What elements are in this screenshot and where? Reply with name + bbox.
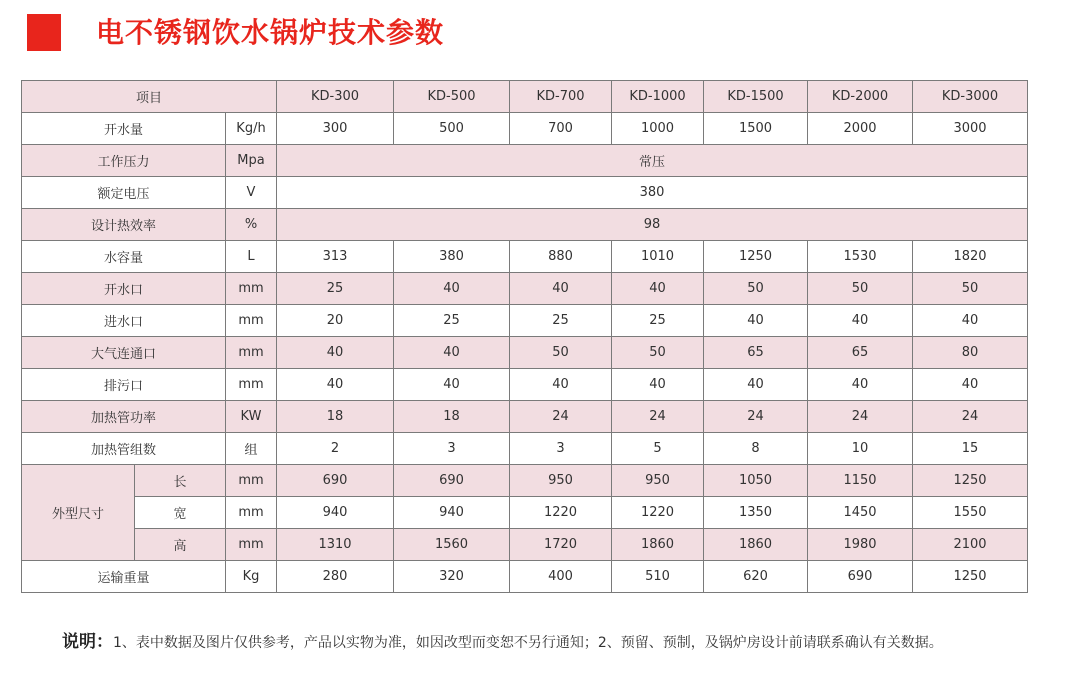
table-row-boiling-output <box>22 113 1028 145</box>
row-label: 运输重量 <box>22 561 226 593</box>
table-cell: 3 <box>394 433 510 465</box>
table-row-working-pressure <box>22 145 1028 177</box>
model-header: KD-2000 <box>808 81 913 113</box>
table-cell: 25 <box>394 305 510 337</box>
table-row-water-capacity <box>22 241 1028 273</box>
row-unit: mm <box>226 273 277 305</box>
table-cell: 880 <box>510 241 612 273</box>
table-cell: 50 <box>612 337 704 369</box>
row-label: 开水量 <box>22 113 226 145</box>
row-unit: KW <box>226 401 277 433</box>
model-header: KD-300 <box>277 81 394 113</box>
table-cell: 25 <box>510 305 612 337</box>
row-label: 加热管功率 <box>22 401 226 433</box>
table-row-drain <box>22 369 1028 401</box>
table-cell: 320 <box>394 561 510 593</box>
row-unit: mm <box>226 337 277 369</box>
title-marker <box>27 14 61 51</box>
table-cell: 1000 <box>612 113 704 145</box>
table-cell: 80 <box>913 337 1028 369</box>
table-cell: 40 <box>394 369 510 401</box>
table-cell: 1560 <box>394 529 510 561</box>
table-row-vent <box>22 337 1028 369</box>
table-row-heater-groups <box>22 433 1028 465</box>
table-cell: 24 <box>510 401 612 433</box>
row-label: 进水口 <box>22 305 226 337</box>
table-cell: 24 <box>808 401 913 433</box>
table-cell: 40 <box>394 273 510 305</box>
table-cell: 40 <box>612 369 704 401</box>
table-cell: 690 <box>808 561 913 593</box>
table-cell: 940 <box>394 497 510 529</box>
row-unit: Mpa <box>226 145 277 177</box>
table-cell: 940 <box>277 497 394 529</box>
table-cell: 1720 <box>510 529 612 561</box>
table-cell: 1250 <box>704 241 808 273</box>
row-sublabel: 高 <box>135 529 226 561</box>
footnote <box>62 627 943 652</box>
table-row-boiling-outlet <box>22 273 1028 305</box>
table-cell: 280 <box>277 561 394 593</box>
row-unit: mm <box>226 529 277 561</box>
row-unit: 组 <box>226 433 277 465</box>
table-row-heater-power <box>22 401 1028 433</box>
table-cell: 25 <box>612 305 704 337</box>
row-label: 工作压力 <box>22 145 226 177</box>
row-label: 设计热效率 <box>22 209 226 241</box>
dimensions-group-label: 外型尺寸 <box>22 465 135 561</box>
row-sublabel: 长 <box>135 465 226 497</box>
page-title: 电不锈钢饮水锅炉技术参数 <box>96 16 445 49</box>
table-cell: 40 <box>277 337 394 369</box>
table-cell: 1250 <box>913 561 1028 593</box>
row-label: 水容量 <box>22 241 226 273</box>
table-cell: 690 <box>277 465 394 497</box>
row-label: 排污口 <box>22 369 226 401</box>
table-cell: 380 <box>394 241 510 273</box>
table-row-water-inlet <box>22 305 1028 337</box>
table-cell: 620 <box>704 561 808 593</box>
table-cell: 25 <box>277 273 394 305</box>
table-cell: 700 <box>510 113 612 145</box>
table-cell: 40 <box>704 369 808 401</box>
merged-value-cell: 常压 <box>277 145 1028 177</box>
table-cell: 1530 <box>808 241 913 273</box>
table-cell: 510 <box>612 561 704 593</box>
row-unit: Kg/h <box>226 113 277 145</box>
table-cell: 24 <box>704 401 808 433</box>
header-item-label: 项目 <box>22 81 277 113</box>
table-cell: 950 <box>510 465 612 497</box>
row-unit: % <box>226 209 277 241</box>
table-cell: 24 <box>913 401 1028 433</box>
table-cell: 8 <box>704 433 808 465</box>
table-cell: 40 <box>510 273 612 305</box>
row-unit: Kg <box>226 561 277 593</box>
row-unit: V <box>226 177 277 209</box>
table-cell: 40 <box>913 305 1028 337</box>
table-cell: 40 <box>612 273 704 305</box>
spec-table <box>21 80 1028 593</box>
table-cell: 40 <box>277 369 394 401</box>
table-cell: 1220 <box>510 497 612 529</box>
table-cell: 40 <box>808 305 913 337</box>
table-cell: 1980 <box>808 529 913 561</box>
table-cell: 10 <box>808 433 913 465</box>
table-cell: 40 <box>510 369 612 401</box>
table-cell: 3 <box>510 433 612 465</box>
row-unit: mm <box>226 305 277 337</box>
model-header: KD-500 <box>394 81 510 113</box>
merged-value-cell: 98 <box>277 209 1028 241</box>
table-cell: 40 <box>808 369 913 401</box>
table-cell: 500 <box>394 113 510 145</box>
row-label: 大气连通口 <box>22 337 226 369</box>
table-cell: 2000 <box>808 113 913 145</box>
table-cell: 40 <box>704 305 808 337</box>
model-header: KD-1000 <box>612 81 704 113</box>
header-row <box>22 81 1028 113</box>
table-cell: 15 <box>913 433 1028 465</box>
table-cell: 5 <box>612 433 704 465</box>
row-label: 加热管组数 <box>22 433 226 465</box>
model-header: KD-700 <box>510 81 612 113</box>
table-cell: 65 <box>704 337 808 369</box>
table-cell: 950 <box>612 465 704 497</box>
table-cell: 1860 <box>704 529 808 561</box>
row-unit: mm <box>226 369 277 401</box>
table-row-dim-height <box>22 529 1028 561</box>
table-cell: 65 <box>808 337 913 369</box>
table-cell: 400 <box>510 561 612 593</box>
table-row-dim-length <box>22 465 1028 497</box>
table-row-shipping-weight <box>22 561 1028 593</box>
row-label: 开水口 <box>22 273 226 305</box>
table-cell: 2 <box>277 433 394 465</box>
table-cell: 300 <box>277 113 394 145</box>
model-header: KD-3000 <box>913 81 1028 113</box>
table-cell: 1310 <box>277 529 394 561</box>
row-unit: mm <box>226 465 277 497</box>
row-unit: L <box>226 241 277 273</box>
table-row-thermal-efficiency <box>22 209 1028 241</box>
table-cell: 1820 <box>913 241 1028 273</box>
table-cell: 50 <box>704 273 808 305</box>
table-cell: 690 <box>394 465 510 497</box>
table-cell: 1860 <box>612 529 704 561</box>
table-cell: 313 <box>277 241 394 273</box>
table-cell: 40 <box>913 369 1028 401</box>
model-header: KD-1500 <box>704 81 808 113</box>
table-cell: 1550 <box>913 497 1028 529</box>
table-cell: 1010 <box>612 241 704 273</box>
row-unit: mm <box>226 497 277 529</box>
table-cell: 1450 <box>808 497 913 529</box>
table-cell: 50 <box>913 273 1028 305</box>
table-cell: 1250 <box>913 465 1028 497</box>
table-cell: 50 <box>510 337 612 369</box>
footnote-label: 说明： <box>62 632 113 652</box>
table-cell: 18 <box>394 401 510 433</box>
table-cell: 1150 <box>808 465 913 497</box>
table-cell: 1350 <box>704 497 808 529</box>
table-cell: 40 <box>394 337 510 369</box>
table-cell: 18 <box>277 401 394 433</box>
table-cell: 20 <box>277 305 394 337</box>
table-cell: 3000 <box>913 113 1028 145</box>
row-sublabel: 宽 <box>135 497 226 529</box>
row-label: 额定电压 <box>22 177 226 209</box>
table-cell: 1500 <box>704 113 808 145</box>
table-row-dim-width <box>22 497 1028 529</box>
merged-value-cell: 380 <box>277 177 1028 209</box>
footnote-text: 1、表中数据及图片仅供参考，产品以实物为准，如因改型而变恕不另行通知；2、预留、预制，及锅炉房设计前请联系确认有关数据。 <box>113 635 943 651</box>
table-cell: 1050 <box>704 465 808 497</box>
table-cell: 50 <box>808 273 913 305</box>
table-row-rated-voltage <box>22 177 1028 209</box>
table-cell: 1220 <box>612 497 704 529</box>
table-cell: 24 <box>612 401 704 433</box>
table-cell: 2100 <box>913 529 1028 561</box>
